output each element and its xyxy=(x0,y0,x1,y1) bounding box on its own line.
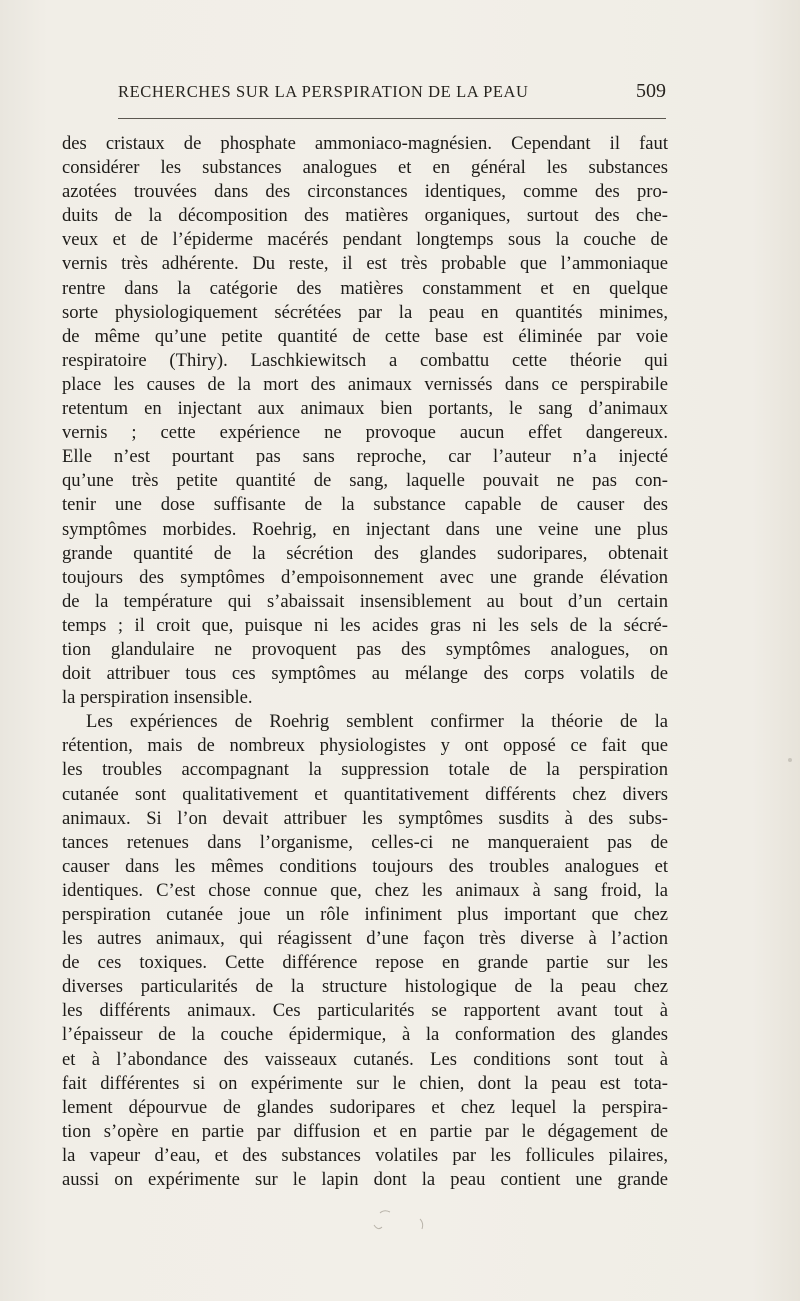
text-line: causer dans les mêmes conditions toujours des troubles analogues et xyxy=(62,855,668,877)
text-line: Elle n’est pourtant pas sans reproche, car l’auteur n’a injecté xyxy=(62,446,668,468)
text-line: perspiration cutanée joue un rôle infiniment plus important que chez xyxy=(62,904,668,925)
text-line: doit attribuer tous ces symptômes au mélange des corps volatils de xyxy=(62,663,668,685)
text-line: tances retenues dans l’organisme, celles-ci ne manqueraient pas de xyxy=(62,831,668,853)
text-line: tion glandulaire ne provoquent pas des symptômes analogues, on xyxy=(62,638,668,660)
ink-smudge xyxy=(360,1205,440,1239)
header-rule xyxy=(118,118,666,119)
text-line: veux et de l’épiderme macérés pendant longtemps sous la couche de xyxy=(62,229,668,251)
text-line: rétention, mais de nombreux physiologistes y ont opposé ce fait que xyxy=(62,735,668,757)
running-title: RECHERCHES SUR LA PERSPIRATION DE LA PEAU xyxy=(118,82,529,101)
paper-speck xyxy=(788,758,792,762)
text-line: vernis très adhérente. Du reste, il est très probable que l’ammoniaque xyxy=(62,253,668,275)
text-line: la perspiration insensible. xyxy=(62,687,253,709)
text-line: symptômes morbides. Roehrig, en injectant dans une veine une plus xyxy=(62,518,668,540)
page-number: 509 xyxy=(636,80,666,102)
text-line: temps ; il croit que, puisque ni les acides gras ni les sels de la sécré- xyxy=(62,614,668,636)
text-line: tenir une dose suffisante de la substance capable de causer des xyxy=(62,494,668,516)
text-line: Les expériences de Roehrig semblent confirmer la théorie de la xyxy=(86,711,668,733)
text-line: azotées trouvées dans des circonstances identiques, comme des pro- xyxy=(62,181,668,203)
text-line: sorte physiologiquement sécrétées par la peau en quantités minimes, xyxy=(62,301,668,323)
text-line: identiques. C’est chose connue que, chez les animaux à sang froid, la xyxy=(62,879,668,901)
text-line: place les causes de la mort des animaux vernissés dans ce perspirabile xyxy=(62,373,668,395)
text-line: fait différentes si on expérimente sur le chien, dont la peau est tota- xyxy=(62,1072,668,1094)
text-line: des cristaux de phosphate ammoniaco-magnésien. Cependant il faut xyxy=(62,133,668,154)
text-line: duits de la décomposition des matières organiques, surtout des che- xyxy=(62,205,668,227)
text-line: toujours des symptômes d’empoisonnement avec une grande élévation xyxy=(62,566,668,588)
text-line: les troubles accompagnant la suppression totale de la perspiration xyxy=(62,759,668,781)
text-line: tion s’opère en partie par diffusion et en partie par le dégagement de xyxy=(62,1120,668,1142)
text-line: grande quantité de la sécrétion des glandes sudoripares, obtenait xyxy=(62,542,668,564)
text-line: considérer les substances analogues et en général les substances xyxy=(62,157,668,179)
text-line: l’épaisseur de la couche épidermique, à la conformation des glandes xyxy=(62,1024,668,1046)
text-line: de la température qui s’abaissait insensiblement au bout d’un certain xyxy=(62,590,668,612)
text-line: et à l’abondance des vaisseaux cutanés. Les conditions sont tout à xyxy=(62,1048,668,1070)
text-line: les différents animaux. Ces particularités se rapportent avant tout à xyxy=(62,1000,668,1022)
text-line: de même qu’une petite quantité de cette base est éliminée par voie xyxy=(62,325,668,347)
text-line: lement dépourvue de glandes sudoripares et chez lequel la perspira- xyxy=(62,1096,668,1118)
running-head xyxy=(118,82,666,110)
text-line: diverses particularités de la structure histologique de la peau chez xyxy=(62,976,668,998)
text-line: retentum en injectant aux animaux bien portants, le sang d’animaux xyxy=(62,398,668,420)
text-line: rentre dans la catégorie des matières constamment et en quelque xyxy=(62,277,668,299)
text-line: qu’une très petite quantité de sang, laquelle pouvait ne pas con- xyxy=(62,470,668,492)
text-line: la vapeur d’eau, et des substances volatiles par les follicules pilaires, xyxy=(62,1144,668,1166)
text-line: respiratoire (Thiry). Laschkiewitsch a combattu cette théorie qui xyxy=(62,349,668,371)
text-line: vernis ; cette expérience ne provoque aucun effet dangereux. xyxy=(62,422,668,444)
text-line: animaux. Si l’on devait attribuer les symptômes susdits à des subs- xyxy=(62,807,668,829)
text-line: aussi on expérimente sur le lapin dont la peau contient une grande xyxy=(62,1169,668,1191)
text-line: de ces toxiques. Cette différence repose en grande partie sur les xyxy=(62,952,668,974)
text-line: les autres animaux, qui réagissent d’une façon très diverse à l’action xyxy=(62,928,668,950)
body-text xyxy=(62,132,668,1192)
text-line: cutanée sont qualitativement et quantitativement différents chez divers xyxy=(62,783,668,805)
